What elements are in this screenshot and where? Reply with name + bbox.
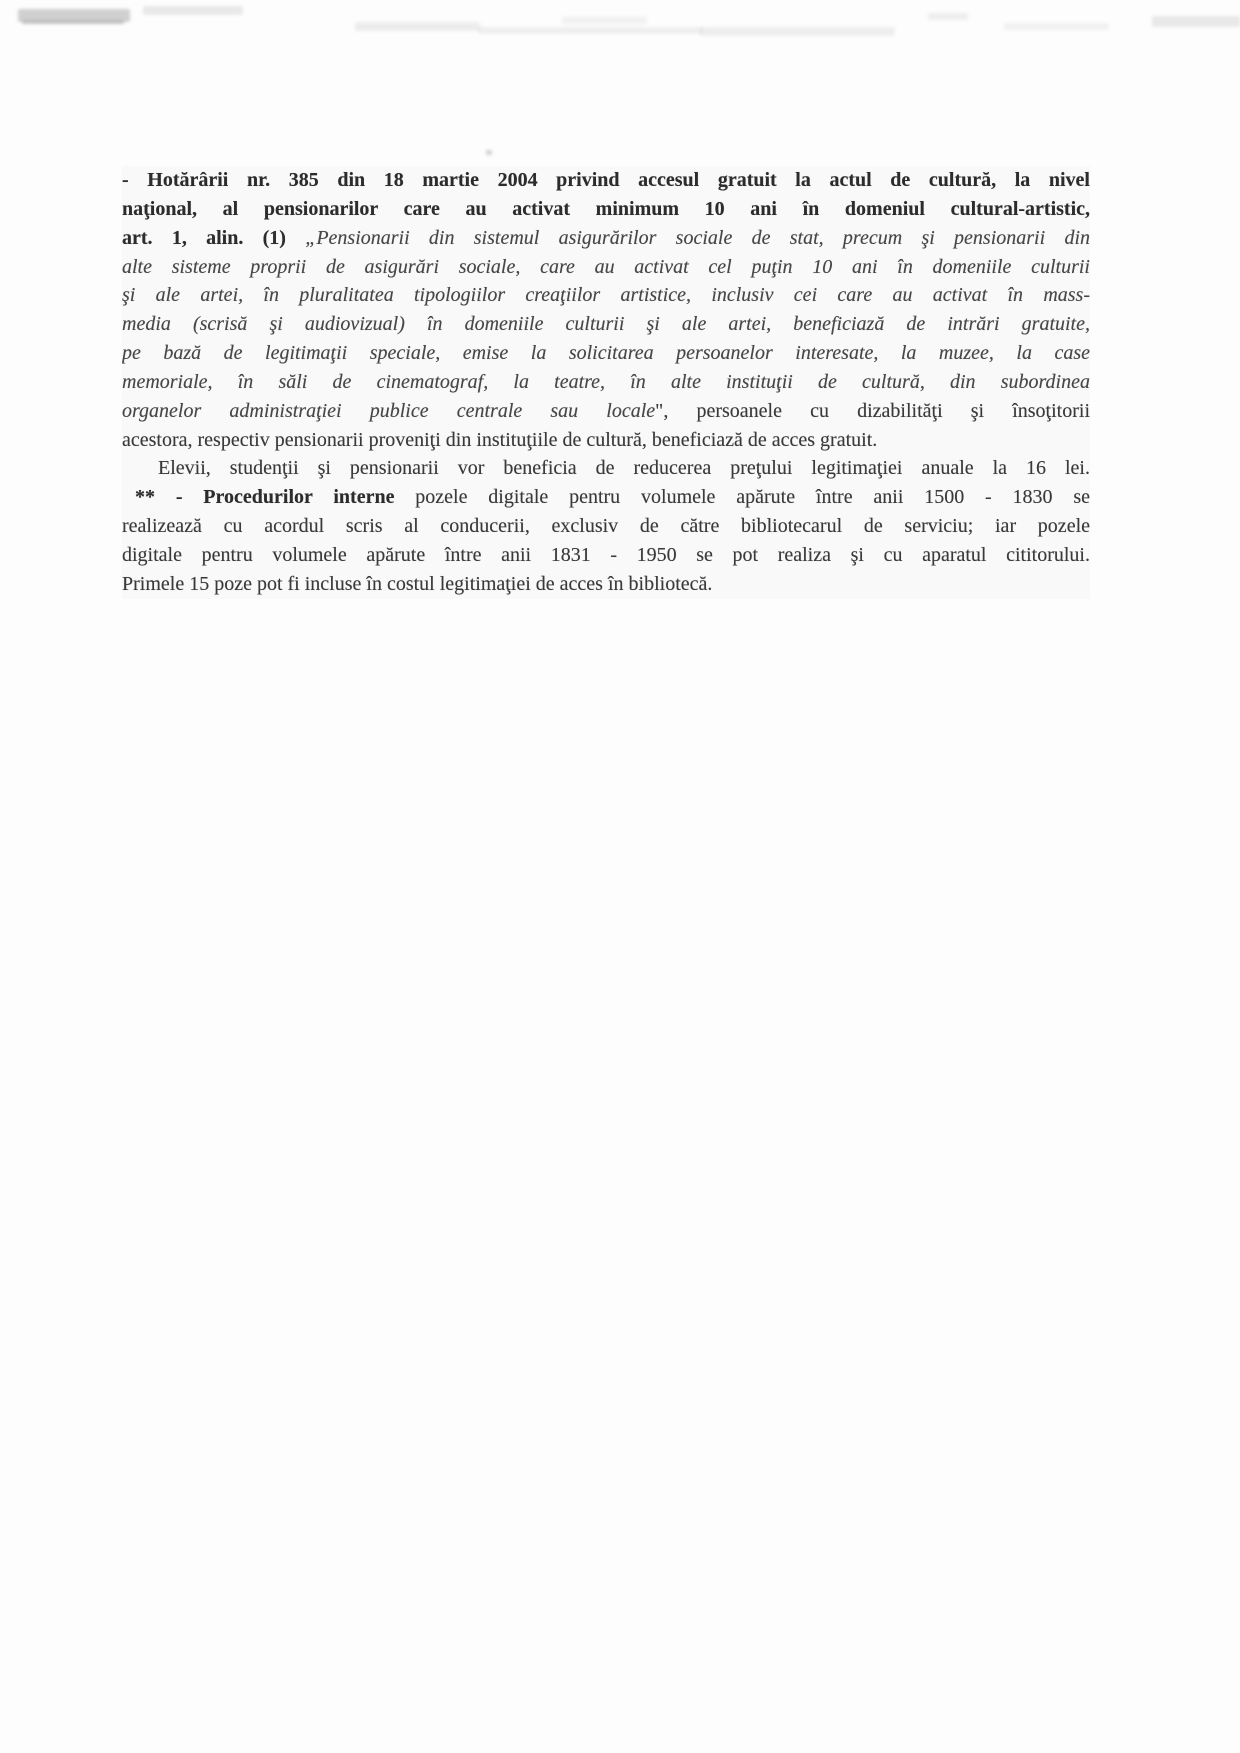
text-segment-italic: memoriale, în săli de cinematograf, la teatre, în alte instituţii de cultură, din subordinea (122, 370, 1090, 393)
text-line (122, 512, 1090, 541)
text-line (122, 195, 1090, 224)
text-segment-bold: ** - Procedurilor interne (135, 486, 416, 509)
scan-artifact (1004, 23, 1109, 30)
text-segment-italic: organelor administraţiei publice centrale sau locale (122, 399, 656, 422)
text-segment-italic: „Pensionarii din sistemul asigurărilor sociale de stat, precum şi pensionarii din (305, 226, 1090, 249)
text-line (122, 454, 1090, 483)
text-segment-bold: naţional, al pensionarilor care au activat minimum 10 ani în domeniul cultural-artistic, (122, 197, 1090, 220)
text-line (122, 339, 1090, 368)
text-segment-regular: ", persoanele cu dizabilităţi şi însoţitorii (655, 399, 1090, 422)
text-segment-italic: şi ale artei, în pluralitatea tipologiilor creaţiilor artistice, inclusiv cei care au activat în mass- (122, 284, 1090, 307)
text-segment-regular: pozele digitale pentru volumele apărute între anii 1500 - 1830 se (415, 486, 1090, 509)
scan-artifact (486, 150, 492, 155)
text-line (122, 397, 1090, 426)
scan-artifact (355, 22, 480, 31)
text-line (122, 281, 1090, 310)
text-line (122, 570, 1090, 599)
scan-artifact (700, 27, 895, 36)
scan-artifact (562, 17, 647, 24)
text-line (122, 310, 1090, 339)
scan-artifact (928, 13, 968, 20)
text-line (122, 224, 1090, 253)
text-segment-italic: media (scrisă şi audiovizual) în domeniile culturii şi ale artei, beneficiază de intrări gratuite, (122, 313, 1090, 336)
text-line (122, 426, 1090, 455)
scan-artifact (1152, 16, 1240, 27)
scan-artifact (478, 27, 703, 34)
text-segment-regular: Elevii, studenţii şi pensionarii vor beneficia de reducerea preţului legitimaţiei anuale la 16 lei. (158, 457, 1090, 480)
text-line (122, 253, 1090, 282)
text-line (122, 368, 1090, 397)
text-segment-italic: pe bază de legitimaţii speciale, emise la solicitarea persoanelor interesate, la muzee, la case (122, 342, 1090, 365)
scan-artifact (22, 20, 124, 24)
text-line (122, 541, 1090, 570)
text-segment-regular: digitale pentru volumele apărute între anii 1831 - 1950 se pot realiza şi cu aparatul cititorului. (122, 543, 1090, 566)
scan-artifact (143, 6, 243, 15)
document-text-block (122, 166, 1090, 599)
text-segment-regular: Primele 15 poze pot fi incluse în costul legitimaţiei de acces în bibliotecă. (122, 572, 713, 595)
text-segment-regular: acestora, respectiv pensionarii proveniţi din instituţiile de cultură, beneficiază de acces gratuit. (122, 428, 878, 451)
text-segment-italic: alte sisteme proprii de asigurări sociale, care au activat cel puţin 10 ani în domeniile culturii (122, 255, 1090, 278)
text-segment-bold: - Hotărârii nr. 385 din 18 martie 2004 privind accesul gratuit la actul de cultură, la nivel (122, 169, 1090, 191)
text-segment-bold: art. 1, alin. (1) (122, 226, 306, 249)
text-line (122, 166, 1090, 195)
text-line (122, 483, 1090, 512)
text-segment-regular: realizează cu acordul scris al conducerii, exclusiv de către bibliotecarul de serviciu; iar pozele (122, 515, 1090, 538)
